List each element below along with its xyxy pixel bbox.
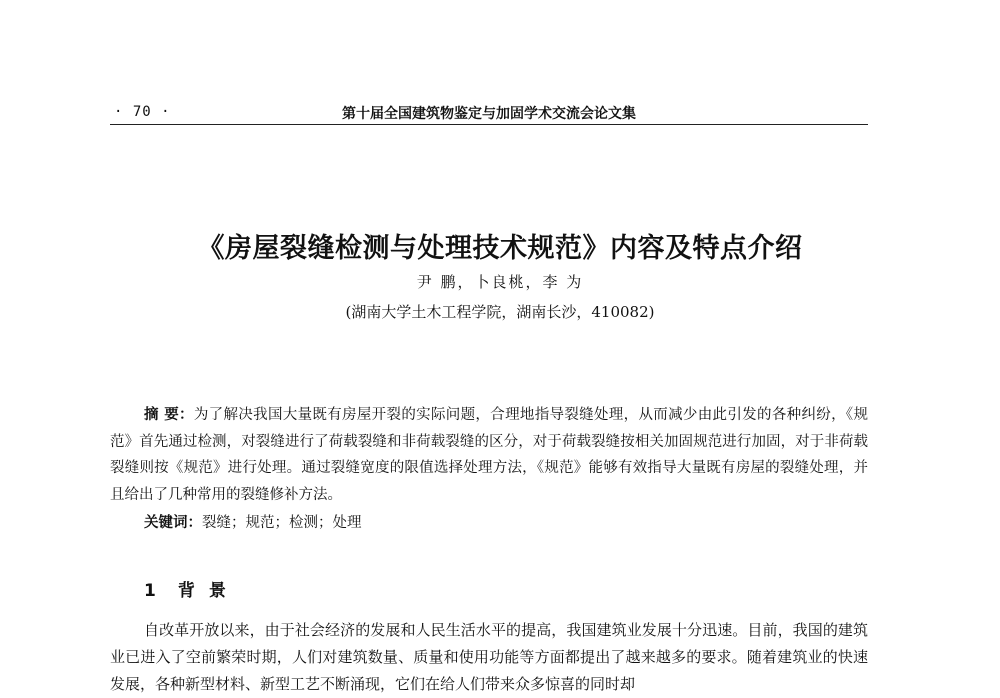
paper-title: 《房屋裂缝检测与处理技术规范》内容及特点介绍 (197, 233, 803, 264)
body-paragraph: 自改革开放以来，由于社会经济的发展和人民生活水平的提高，我国建筑业发展十分迅速。目前，我国的建筑业已进入了空前繁荣时期，人们对建筑数量、质量和使用功能等方面都提出了越来越多的要求。随着建筑业的快速发展，各种新型材料、新型工艺不断涌现，它们在给人们带来众多惊喜的同时却 (110, 621, 868, 693)
affiliation: (湖南大学土木工程学院，湖南长沙，410082) (345, 303, 655, 321)
abstract (110, 402, 868, 508)
keywords-text: 裂缝；规范；检测；处理 (202, 515, 362, 531)
keywords-label: 关键词： (144, 515, 202, 531)
author-list: 尹 鹏，卜良桃，李 为 (416, 273, 584, 291)
keywords (144, 511, 362, 532)
running-header (110, 100, 868, 125)
section-number: 1 (144, 581, 156, 601)
section-title: 背景 (177, 581, 240, 601)
abstract-label: 摘 要： (144, 407, 194, 423)
abstract-text: 为了解决我国大量既有房屋开裂的实际问题，合理地指导裂缝处理，从而减少由此引发的各种纠纷，《规范》首先通过检测，对裂缝进行了荷载裂缝和非荷载裂缝的区分，对于荷载裂缝按相关加固规范进行加固，对于非荷载裂缝则按《规范》进行处理。通过裂缝宽度的限值选择处理方法，《规范》能够有效指导大量既有房屋的裂缝处理，并且给出了几种常用的裂缝修补方法。 (110, 407, 868, 503)
section-heading (144, 576, 240, 601)
journal-title: 第十届全国建筑物鉴定与加固学术交流会论文集 (342, 106, 636, 122)
page-number: · 70 · (114, 104, 171, 120)
